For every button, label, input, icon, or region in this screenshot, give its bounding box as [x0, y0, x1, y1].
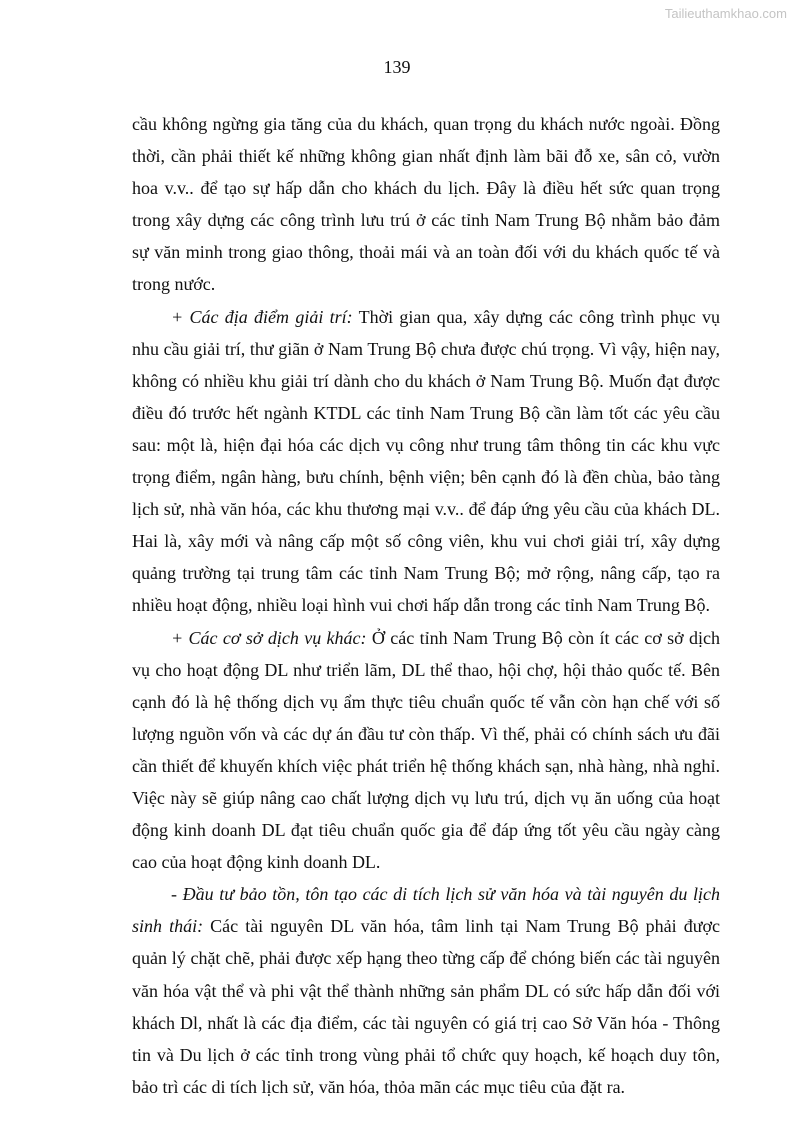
page-number: 139 [383, 57, 411, 77]
paragraph [132, 108, 720, 301]
body-text [132, 108, 720, 1103]
paragraph-lead: + Các cơ sở dịch vụ khác: [171, 627, 367, 648]
paragraph-text: Thời gian qua, xây dựng các công trình phục vụ nhu cầu giải trí, thư giãn ở Nam Trung Bộ chưa được chú trọng. Vì vậy, hiện nay, không có nhiều khu giải trí dành cho du khách ở Nam Trung Bộ. Muốn đạt được điều đó trước hết ngành KTDL các tỉnh Nam Trung Bộ cần làm tốt các yêu cầu sau: một là, hiện đại hóa các dịch vụ công như trung tâm thông tin các khu vực trọng điểm, ngân hàng, bưu chính, bệnh viện; bên cạnh đó là đền chùa, bảo tàng lịch sử, nhà văn hóa, các khu thương mại v.v.. để đáp ứng yêu cầu của khách DL. Hai là, xây mới và nâng cấp một số công viên, khu vui chơi giải trí, xây dựng quảng trường tại trung tâm các tỉnh Nam Trung Bộ; mở rộng, nâng cấp, tạo ra nhiều hoạt động, nhiều loại hình vui chơi hấp dẫn trong các tỉnh Nam Trung Bộ. [132, 306, 720, 616]
paragraph [132, 301, 720, 622]
paragraph-text: Các tài nguyên DL văn hóa, tâm linh tại Nam Trung Bộ phải được quản lý chặt chẽ, phải được xếp hạng theo từng cấp để chóng biến các tài nguyên văn hóa vật thể và phi vật thể thành những sản phẩm DL có sức hấp dẫn đối với khách Dl, nhất là các địa điểm, các tài nguyên có giá trị cao Sở Văn hóa - Thông tin và Du lịch ở các tỉnh trong vùng phải tổ chức quy hoạch, kế hoạch duy tôn, bảo trì các di tích lịch sử, văn hóa, thỏa mãn các mục tiêu của đặt ra. [132, 916, 720, 1097]
paragraph-text: Ở các tỉnh Nam Trung Bộ còn ít các cơ sở dịch vụ cho hoạt động DL như triển lãm, DL thể thao, hội chợ, hội thảo quốc tế. Bên cạnh đó là hệ thống dịch vụ ẩm thực tiêu chuẩn quốc tế vẫn còn hạn chế với số lượng nguồn vốn và các dự án đầu tư còn thấp. Vì thế, phải có chính sách ưu đãi cần thiết để khuyến khích việc phát triển hệ thống khách sạn, nhà hàng, nhà nghỉ. Việc này sẽ giúp nâng cao chất lượng dịch vụ lưu trú, dịch vụ ăn uống của hoạt động kinh doanh DL đạt tiêu chuẩn quốc gia để đáp ứng tốt yêu cầu ngày càng cao của hoạt động kinh doanh DL. [132, 627, 720, 873]
paragraph-lead: + Các địa điểm giải trí: [171, 306, 353, 327]
paragraph [132, 622, 720, 879]
paragraph-lead: - Đầu tư bảo tồn, tôn tạo các di tích lịch sử văn hóa và tài nguyên du lịch sinh thái: [132, 884, 720, 937]
watermark: Tailieuthamkhao.com [664, 6, 787, 21]
paragraph [132, 878, 720, 1103]
paragraph-text: cầu không ngừng gia tăng của du khách, quan trọng du khách nước ngoài. Đồng thời, cần phải thiết kế những không gian nhất định làm bãi đỗ xe, sân cỏ, vườn hoa v.v.. để tạo sự hấp dẫn cho khách du lịch. Đây là điều hết sức quan trọng trong xây dựng các công trình lưu trú ở các tỉnh Nam Trung Bộ nhằm bảo đảm sự văn minh trong giao thông, thoải mái và an toàn đối với du khách quốc tế và trong nước. [132, 114, 720, 295]
